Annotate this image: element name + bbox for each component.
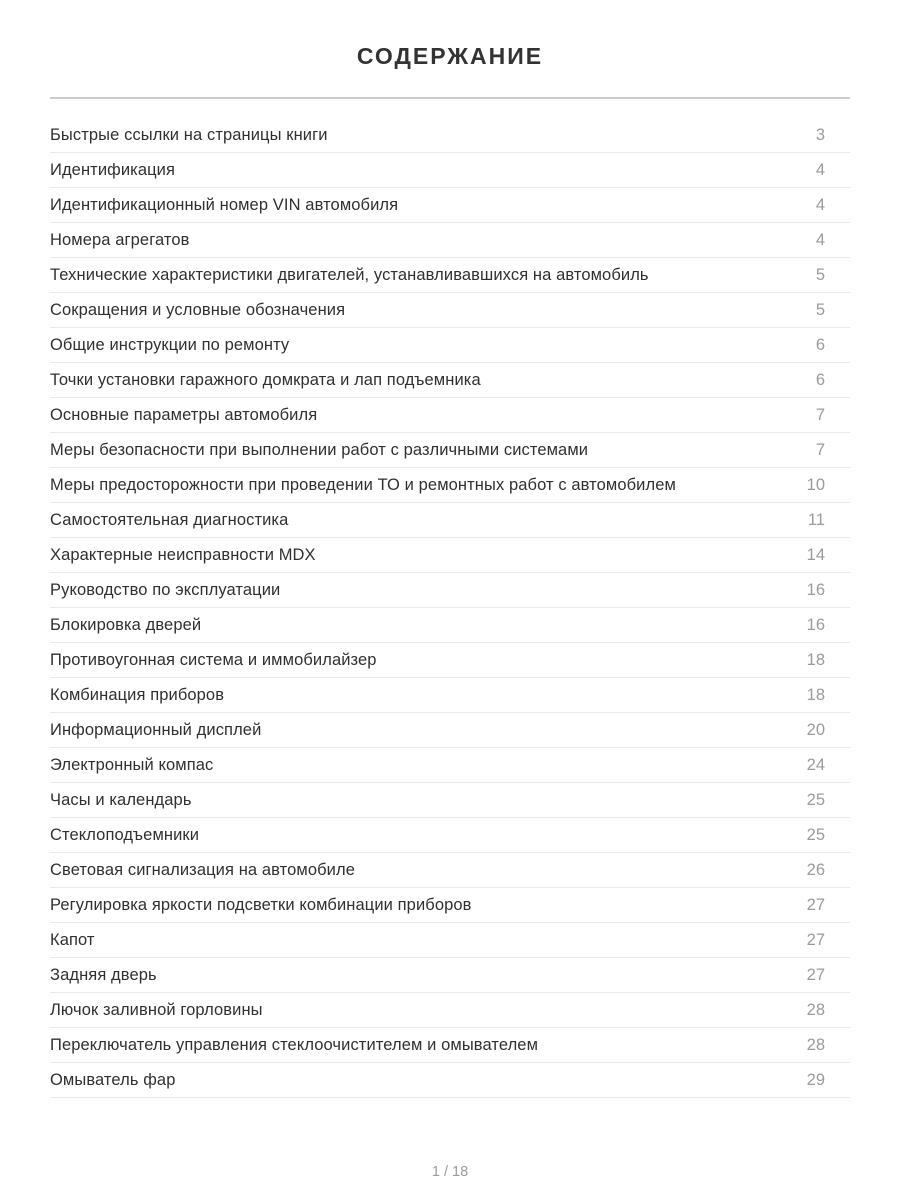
toc-entry[interactable] xyxy=(50,713,850,748)
toc-entry[interactable] xyxy=(50,328,850,363)
toc-entry[interactable] xyxy=(50,1063,850,1098)
toc-entry[interactable] xyxy=(50,748,850,783)
toc-entry-page-number: 7 xyxy=(815,405,825,424)
toc-entry-title: Основные параметры автомобиля xyxy=(50,405,318,424)
toc-entry-title: Номера агрегатов xyxy=(50,230,190,249)
toc-entry-title: Омыватель фар xyxy=(50,1070,176,1089)
toc-entry[interactable] xyxy=(50,118,850,153)
toc-entry-title: Информационный дисплей xyxy=(50,720,262,739)
toc-entry[interactable] xyxy=(50,818,850,853)
toc-entry-page-number: 20 xyxy=(806,720,825,739)
toc-entry[interactable] xyxy=(50,258,850,293)
toc-entry[interactable] xyxy=(50,433,850,468)
toc-entry-page-number: 27 xyxy=(806,930,825,949)
toc-list xyxy=(50,118,850,1098)
toc-entry[interactable] xyxy=(50,223,850,258)
toc-entry-page-number: 26 xyxy=(806,860,825,879)
toc-entry-page-number: 6 xyxy=(815,370,825,389)
toc-entry-page-number: 5 xyxy=(815,300,825,319)
toc-entry-page-number: 7 xyxy=(815,440,825,459)
toc-entry-title: Точки установки гаражного домкрата и лап подъемника xyxy=(50,370,481,389)
toc-entry-title: Стеклоподъемники xyxy=(50,825,200,844)
toc-entry-title: Общие инструкции по ремонту xyxy=(50,335,290,354)
toc-entry-page-number: 6 xyxy=(815,335,825,354)
toc-entry[interactable] xyxy=(50,608,850,643)
toc-entry[interactable] xyxy=(50,468,850,503)
toc-entry-title: Часы и календарь xyxy=(50,790,192,809)
toc-entry-page-number: 16 xyxy=(806,580,825,599)
toc-entry-title: Регулировка яркости подсветки комбинации приборов xyxy=(50,895,472,914)
toc-entry[interactable] xyxy=(50,923,850,958)
toc-entry[interactable] xyxy=(50,503,850,538)
toc-entry-title: Сокращения и условные обозначения xyxy=(50,300,346,319)
toc-entry-title: Капот xyxy=(50,930,95,949)
toc-entry-page-number: 25 xyxy=(806,790,825,809)
page-number-indicator: 1 / 18 xyxy=(431,1164,469,1180)
toc-entry-title: Меры безопасности при выполнении работ с различными системами xyxy=(50,440,589,459)
toc-entry-title: Характерные неисправности MDX xyxy=(50,545,316,564)
toc-entry-page-number: 4 xyxy=(815,230,825,249)
toc-entry[interactable] xyxy=(50,678,850,713)
toc-entry-page-number: 10 xyxy=(806,475,825,494)
toc-entry[interactable] xyxy=(50,363,850,398)
toc-entry[interactable] xyxy=(50,1028,850,1063)
toc-entry-title: Идентификационный номер VIN автомобиля xyxy=(50,195,399,214)
toc-entry-page-number: 24 xyxy=(806,755,825,774)
toc-entry[interactable] xyxy=(50,958,850,993)
page-title: СОДЕРЖАНИЕ xyxy=(356,43,544,69)
toc-entry-page-number: 5 xyxy=(815,265,825,284)
toc-entry-title: Лючок заливной горловины xyxy=(50,1000,263,1019)
toc-entry-title: Блокировка дверей xyxy=(50,615,202,634)
toc-entry-page-number: 11 xyxy=(807,510,825,529)
toc-entry[interactable] xyxy=(50,398,850,433)
toc-entry[interactable] xyxy=(50,888,850,923)
toc-entry-title: Руководство по эксплуатации xyxy=(50,580,281,599)
toc-entry-page-number: 18 xyxy=(806,685,825,704)
title-divider xyxy=(50,97,850,99)
toc-entry-page-number: 18 xyxy=(806,650,825,669)
toc-entry-page-number: 29 xyxy=(806,1070,825,1089)
toc-entry-page-number: 27 xyxy=(806,965,825,984)
toc-entry-page-number: 4 xyxy=(815,160,825,179)
toc-entry[interactable] xyxy=(50,783,850,818)
toc-entry[interactable] xyxy=(50,853,850,888)
toc-entry[interactable] xyxy=(50,573,850,608)
toc-entry-page-number: 27 xyxy=(806,895,825,914)
toc-entry-title: Задняя дверь xyxy=(50,965,157,984)
toc-entry[interactable] xyxy=(50,293,850,328)
toc-entry-title: Быстрые ссылки на страницы книги xyxy=(50,125,328,144)
toc-entry[interactable] xyxy=(50,643,850,678)
toc-entry-title: Противоугонная система и иммобилайзер xyxy=(50,650,377,669)
toc-entry-page-number: 25 xyxy=(806,825,825,844)
toc-entry[interactable] xyxy=(50,153,850,188)
toc-entry-title: Идентификация xyxy=(50,160,176,179)
toc-entry-title: Световая сигнализация на автомобиле xyxy=(50,860,355,879)
toc-entry[interactable] xyxy=(50,188,850,223)
toc-entry-title: Меры предосторожности при проведении ТО и ремонтных работ с автомобилем xyxy=(50,475,676,494)
toc-entry-title: Самостоятельная диагностика xyxy=(50,510,289,529)
toc-entry-page-number: 28 xyxy=(806,1000,825,1019)
toc-entry-title: Электронный компас xyxy=(50,755,214,774)
toc-entry-page-number: 14 xyxy=(806,545,825,564)
toc-entry-page-number: 3 xyxy=(815,125,825,144)
toc-entry[interactable] xyxy=(50,993,850,1028)
toc-entry-title: Переключатель управления стеклоочистителем и омывателем xyxy=(50,1035,539,1054)
toc-entry[interactable] xyxy=(50,538,850,573)
toc-entry-page-number: 16 xyxy=(806,615,825,634)
toc-entry-page-number: 4 xyxy=(815,195,825,214)
toc-entry-page-number: 28 xyxy=(806,1035,825,1054)
toc-entry-title: Технические характеристики двигателей, устанавливавшихся на автомобиль xyxy=(50,265,649,284)
toc-entry-title: Комбинация приборов xyxy=(50,685,225,704)
